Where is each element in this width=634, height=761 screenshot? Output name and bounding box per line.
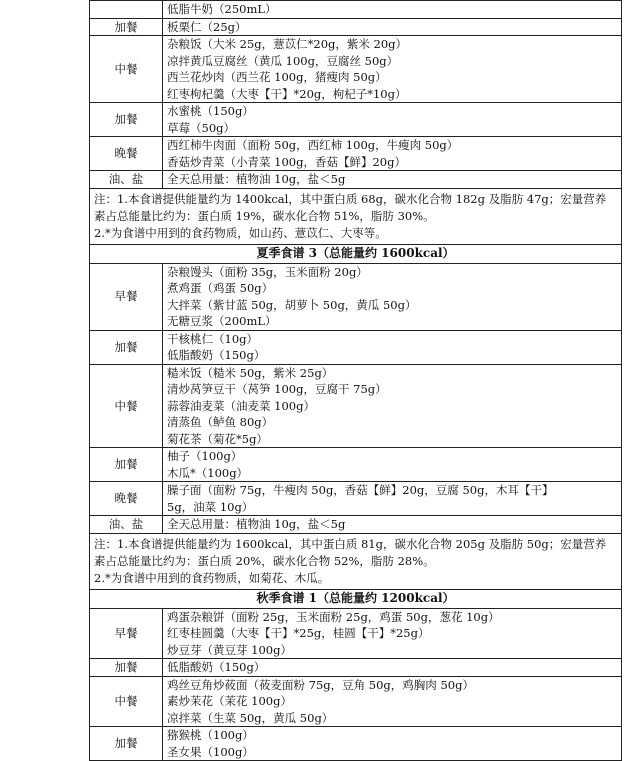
section-title-block-b	[90, 244, 622, 263]
meal-row	[90, 364, 622, 448]
meal-items	[163, 482, 622, 516]
food-item: 西兰花炒肉（西兰花 100g，猪瘦肉 50g）	[167, 70, 387, 84]
food-item: 凉拌黄瓜豆腐丝（黄瓜 100g，豆腐丝 50g）	[167, 53, 399, 68]
meal-items	[163, 676, 622, 727]
meal-row	[90, 137, 622, 171]
meal-items	[163, 659, 622, 677]
meal-row	[90, 263, 622, 330]
meal-label	[90, 1, 163, 19]
note-line: 注：1.本食谱提供能量约为 1400kcal，其中蛋白质 68g，碳水化合物 182g 及脂肪 47g；宏量营养素占总能量比约为：蛋白质 19%，碳水化合物 51%，脂肪 30%。	[94, 191, 607, 223]
recipe-block-a	[90, 1, 622, 189]
meal-items	[163, 171, 622, 189]
meal-row	[90, 676, 622, 727]
meal-label: 中餐	[90, 676, 163, 727]
meal-items	[163, 330, 622, 364]
meal-label: 中餐	[90, 364, 163, 448]
food-item: 凉拌菜（生菜 50g，黄瓜 50g）	[167, 710, 334, 725]
recipe-block-c	[90, 608, 622, 761]
food-item: 素炒茉花（茉花 100g）	[167, 694, 292, 708]
meal-label: 中餐	[90, 36, 163, 103]
food-item: 鸡蛋杂粮饼（面粉 25g，玉米面粉 25g，鸡蛋 50g，葱花 10g）	[167, 609, 500, 624]
meal-label: 加餐	[90, 330, 163, 364]
meal-items	[163, 448, 622, 482]
food-item: 圣女果（100g）	[167, 744, 254, 759]
meal-row	[90, 482, 622, 516]
meal-row	[90, 171, 622, 189]
food-item: 煮鸡蛋（鸡蛋 50g）	[167, 281, 274, 295]
meal-row	[90, 659, 622, 677]
note-line: 注：1.本食谱提供能量约为 1600kcal，其中蛋白质 81g，碳水化合物 205g 及脂肪 50g；宏量营养素占总能量比约为：蛋白质 20%，碳水化合物 52%，脂肪 28%。	[94, 536, 607, 568]
food-item: 炒豆芽（黄豆芽 100g）	[167, 642, 292, 657]
food-item: 草莓（50g）	[167, 120, 235, 135]
food-item: 低脂酸奶（150g）	[167, 660, 266, 674]
note-line: 2.*为食谱中用到的食药物质，如菊花、木瓜。	[94, 570, 330, 585]
food-item: 糙米饭（糙米 50g，紫米 25g）	[167, 365, 334, 380]
meal-items	[163, 103, 622, 137]
food-item: 5g，油菜 10g）	[167, 499, 254, 514]
meal-label: 油、盐	[90, 516, 163, 534]
meal-row	[90, 1, 622, 19]
meal-label: 加餐	[90, 659, 163, 677]
meal-row	[90, 36, 622, 103]
food-item: 板栗仁（25g）	[167, 19, 247, 34]
meal-items	[163, 263, 622, 330]
food-item: 水蜜桃（150g）	[167, 104, 254, 118]
nutrition-note	[90, 533, 622, 589]
recipe-block-b	[90, 263, 622, 533]
food-item: 菊花茶（菊花*5g）	[167, 431, 268, 446]
meal-row	[90, 330, 622, 364]
food-item: 清蒸鱼（鲈鱼 80g）	[167, 415, 274, 429]
food-item: 清炒莴笋豆干（莴笋 100g，豆腐干 75g）	[167, 382, 387, 396]
food-item: 柚子（100g）	[167, 449, 243, 463]
food-item: 臊子面（面粉 75g，牛瘦肉 50g，香菇【鲜】20g，豆腐 50g，木耳【干】	[167, 483, 554, 497]
section-title: 秋季食谱 1（总能量约 1200kcal）	[90, 589, 622, 608]
meal-label: 加餐	[90, 18, 163, 36]
meal-row	[90, 18, 622, 36]
section-title: 夏季食谱 3（总能量约 1600kcal）	[90, 244, 622, 263]
meal-items	[163, 1, 622, 19]
recipe-table	[89, 0, 622, 761]
meal-label: 晚餐	[90, 482, 163, 516]
food-item: 猕猴桃（100g）	[167, 728, 254, 742]
meal-row	[90, 103, 622, 137]
food-item: 低脂酸奶（150g）	[167, 348, 266, 362]
food-item: 西红柿牛肉面（面粉 50g，西红柿 100g，牛瘦肉 50g）	[167, 138, 459, 152]
note-block-a	[90, 188, 622, 244]
meal-label: 早餐	[90, 263, 163, 330]
nutrition-note	[90, 188, 622, 244]
meal-items	[163, 608, 622, 659]
meal-items	[163, 137, 622, 171]
food-item: 全天总用量：植物油 10g，盐＜5g	[167, 172, 346, 186]
food-item: 全天总用量：植物油 10g，盐＜5g	[167, 517, 346, 531]
meal-label: 早餐	[90, 608, 163, 659]
meal-row	[90, 608, 622, 659]
meal-label: 加餐	[90, 103, 163, 137]
meal-items	[163, 727, 622, 761]
meal-items	[163, 516, 622, 534]
food-item: 无糖豆浆（200mL）	[167, 314, 277, 328]
meal-items	[163, 18, 622, 36]
meal-items	[163, 36, 622, 103]
food-item: 干核桃仁（10g）	[167, 331, 258, 346]
food-item: 红枣枸杞羹（大枣【干】*20g，枸杞子*10g）	[167, 86, 407, 101]
food-item: 蒜蓉油麦菜（油麦菜 100g）	[167, 398, 315, 413]
meal-row	[90, 448, 622, 482]
meal-label: 加餐	[90, 448, 163, 482]
food-item: 香菇炒青菜（小青菜 100g，香菇【鲜】20g）	[167, 154, 406, 169]
meal-row	[90, 727, 622, 761]
food-item: 木瓜*（100g）	[167, 465, 249, 480]
food-item: 低脂牛奶（250mL）	[167, 2, 277, 16]
note-block-b	[90, 533, 622, 589]
food-item: 鸡丝豆角炒莜面（莜麦面粉 75g，豆角 50g，鸡胸肉 50g）	[167, 677, 474, 692]
meal-row	[90, 516, 622, 534]
food-item: 红枣桂圆羹（大枣【干】*25g，桂圆【干】*25g）	[167, 626, 430, 640]
section-title-block-c	[90, 589, 622, 608]
meal-label: 油、盐	[90, 171, 163, 189]
note-line: 2.*为食谱中用到的食药物质，如山药、薏苡仁、大枣等。	[94, 225, 387, 240]
food-item: 杂粮馒头（面粉 35g，玉米面粉 20g）	[167, 264, 368, 279]
food-item: 大拌菜（紫甘蓝 50g，胡萝卜 50g，黄瓜 50g）	[167, 297, 417, 312]
meal-label: 晚餐	[90, 137, 163, 171]
meal-label: 加餐	[90, 727, 163, 761]
food-item: 杂粮饭（大米 25g，薏苡仁*20g，紫米 20g）	[167, 37, 408, 51]
meal-items	[163, 364, 622, 448]
